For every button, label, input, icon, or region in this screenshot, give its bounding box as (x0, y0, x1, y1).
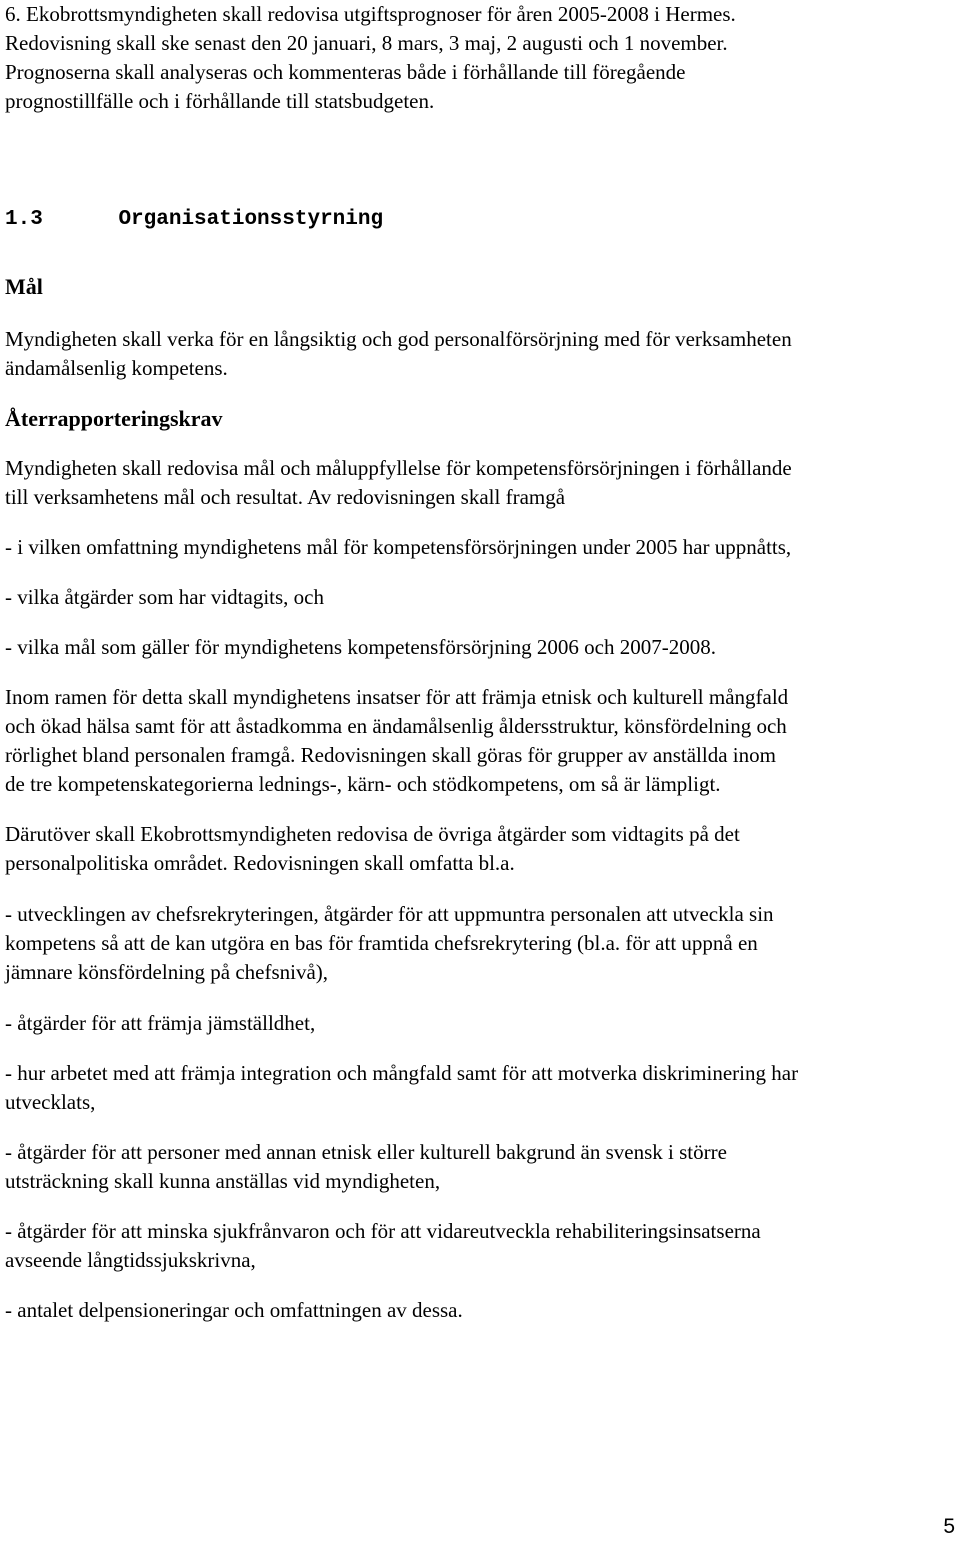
intro-line-2: Redovisning skall ske senast den 20 januari, 8 mars, 3 maj, 2 augusti och 1 november. (5, 31, 728, 55)
list1-item-2: - vilka åtgärder som har vidtagits, och (5, 585, 324, 609)
list2-item-5 (5, 1217, 960, 1275)
list2-item-4-line-1: - åtgärder för att personer med annan etnisk eller kulturell bakgrund än svensk i större (5, 1140, 727, 1164)
list2-item-3-line-1: - hur arbetet med att främja integration och mångfald samt för att motverka diskriminering har (5, 1061, 799, 1085)
inom-line-4: de tre kompetenskategorierna lednings-, kärn- och stödkompetens, om så är lämpligt. (5, 772, 721, 796)
list2-item-2-line-1: - åtgärder för att främja jämställdhet, (5, 1011, 316, 1035)
list2-item-1 (5, 900, 960, 987)
darutover-line-1: Därutöver skall Ekobrottsmyndigheten redovisa de övriga åtgärder som vidtagits på det (5, 822, 740, 846)
list2-item-1-line-2: kompetens så att de kan utgöra en bas för framtida chefsrekrytering (bl.a. för att uppnå en (5, 931, 758, 955)
inom-line-2: och ökad hälsa samt för att åstadkomma en ändamålsenlig åldersstruktur, könsfördelning och (5, 714, 787, 738)
intro-line-1: 6. Ekobrottsmyndigheten skall redovisa utgiftsprognoser för åren 2005-2008 i Hermes. (5, 2, 736, 26)
page-number: 5 (943, 1515, 955, 1538)
aterrapportering-line-1: Myndigheten skall redovisa mål och måluppfyllelse för kompetensförsörjningen i förhållande (5, 456, 792, 480)
section-title: Organisationsstyrning (118, 208, 384, 231)
list2-item-2 (5, 1009, 960, 1038)
mal-line-2: ändamålsenlig kompetens. (5, 356, 228, 380)
list2-item-5-line-1: - åtgärder för att minska sjukfrånvaron och för att vidareutveckla rehabiliteringsinsatserna (5, 1219, 761, 1243)
section-heading (5, 205, 383, 235)
inom-paragraph (5, 683, 960, 799)
list1-item-1: - i vilken omfattning myndighetens mål för kompetensförsörjningen under 2005 har uppnåtts, (5, 535, 792, 559)
list1-item-3: - vilka mål som gäller för myndighetens kompetensförsörjning 2006 och 2007-2008. (5, 635, 716, 659)
inom-line-1: Inom ramen för detta skall myndighetens insatser för att främja etnisk och kulturell mångfald (5, 685, 789, 709)
intro-line-4: prognostillfälle och i förhållande till statsbudgeten. (5, 89, 435, 113)
mal-heading: Mål (5, 274, 43, 299)
mal-paragraph (5, 325, 960, 383)
list2-item-6-line-1: - antalet delpensioneringar och omfattningen av dessa. (5, 1298, 463, 1322)
aterrapportering-paragraph (5, 454, 960, 512)
aterrapportering-line-2: till verksamhetens mål och resultat. Av redovisningen skall framgå (5, 485, 566, 509)
list2-item-3 (5, 1059, 960, 1117)
inom-line-3: rörlighet bland personalen framgå. Redovisningen skall göras för grupper av anställda inom (5, 743, 776, 767)
darutover-paragraph (5, 820, 960, 878)
list2-item-1-line-3: jämnare könsfördelning på chefsnivå), (5, 960, 329, 984)
aterrapportering-heading: Återrapporteringskrav (5, 406, 223, 431)
intro-paragraph (5, 0, 960, 116)
list2-item-6 (5, 1296, 960, 1325)
intro-line-3: Prognoserna skall analyseras och kommenteras både i förhållande till föregående (5, 60, 686, 84)
list2-item-1-line-1: - utvecklingen av chefsrekryteringen, åtgärder för att uppmuntra personalen att utveckla sin (5, 902, 774, 926)
section-number: 1.3 (5, 208, 43, 231)
list2-item-4-line-2: utsträckning skall kunna anställas vid myndigheten, (5, 1169, 441, 1193)
list2-item-4 (5, 1138, 960, 1196)
darutover-line-2: personalpolitiska området. Redovisningen skall omfatta bl.a. (5, 851, 515, 875)
list2-item-5-line-2: avseende långtidssjukskrivna, (5, 1248, 256, 1272)
mal-line-1: Myndigheten skall verka för en långsiktig och god personalförsörjning med för verksamheten (5, 327, 792, 351)
list2-item-3-line-2: utvecklats, (5, 1090, 96, 1114)
